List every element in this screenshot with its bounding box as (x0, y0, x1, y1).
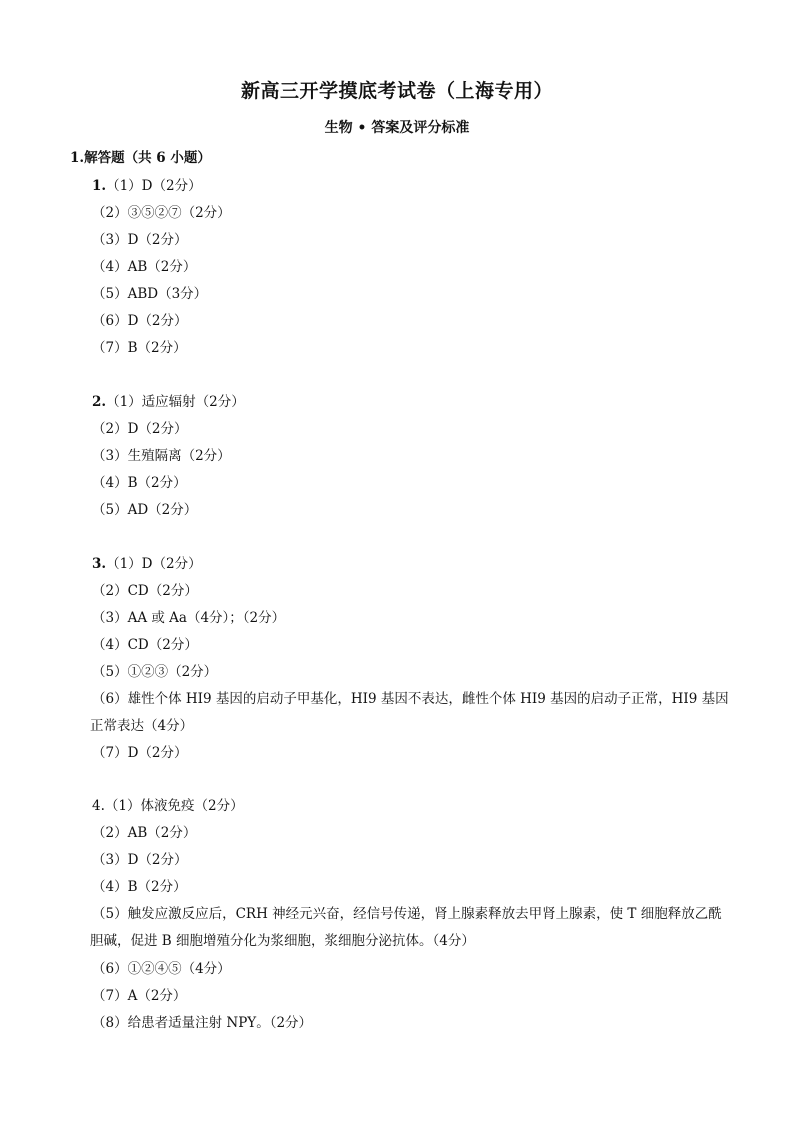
q4-answer-7: （7）A（2分） (92, 988, 187, 1004)
q3-answer-1 (92, 552, 202, 572)
q1-answer-3: （3）D（2分） (92, 232, 188, 248)
q3-answer-5: （5）①②③（2分） (92, 664, 218, 680)
q4-answer-5: （5）触发应激反应后，CRH 神经元兴奋，经信号传递，肾上腺素释放去甲肾上腺素，使 T 细胞释放乙酰 (92, 906, 722, 922)
q2-answer-4: （4）B（2分） (92, 475, 187, 491)
page-subtitle: 生物 • 答案及评分标准 (324, 120, 470, 136)
section-heading: 1.解答题（共 6 小题） (70, 150, 211, 166)
q1-answer-4: （4）AB（2分） (92, 259, 197, 275)
q2-answer-1-text: （1）适应辐射（2分） (106, 394, 245, 410)
q4-answer-3: （3）D（2分） (92, 852, 188, 868)
page-title: 新高三开学摸底考试卷（上海专用） (240, 80, 553, 102)
q2-answer-2: （2）D（2分） (92, 421, 188, 437)
q2-answer-5: （5）AD（2分） (92, 502, 198, 518)
q1-answer-6: （6）D（2分） (92, 313, 188, 329)
q3-answer-2: （2）CD（2分） (92, 583, 198, 599)
q1-answer-2: （2）③⑤②⑦（2分） (92, 205, 231, 221)
q1-number: 1. (92, 178, 107, 194)
q2-answer-1 (92, 390, 245, 410)
q2-answer-3: （3）生殖隔离（2分） (92, 448, 231, 464)
q3-number: 3. (92, 556, 107, 572)
q4-answer-6: （6）①②④⑤（4分） (92, 961, 231, 977)
q4-number: 4. (92, 798, 105, 814)
q1-answer-1 (92, 174, 202, 194)
q4-answer-8: （8）给患者适量注射 NPY。（2分） (92, 1015, 313, 1031)
q1-answer-7: （7）B（2分） (92, 340, 187, 356)
q3-answer-6: （6）雄性个体 HI9 基因的启动子甲基化，HI9 基因不表达，雌性个体 HI9 基因的启动子正常，HI9 基因 (92, 691, 729, 707)
q3-answer-3: （3）AA 或 Aa（4分）；（2分） (92, 610, 286, 626)
q1-answer-1-text: （1）D（2分） (106, 178, 202, 194)
q2-number: 2. (92, 394, 107, 410)
q1-answer-5: （5）ABD（3分） (92, 286, 208, 302)
q3-answer-1-text: （1）D（2分） (106, 556, 202, 572)
q4-answer-5-continued: 胆碱，促进 B 细胞增殖分化为浆细胞，浆细胞分泌抗体。（4分） (90, 933, 475, 949)
q4-answer-2: （2）AB（2分） (92, 825, 197, 841)
q3-answer-7: （7）D（2分） (92, 745, 188, 761)
q4-answer-1-text: （1）体液免疫（2分） (104, 798, 244, 814)
q3-answer-4: （4）CD（2分） (92, 637, 198, 653)
q3-answer-6-continued: 正常表达（4分） (90, 718, 194, 734)
q4-answer-4: （4）B（2分） (92, 879, 187, 895)
q4-answer-1 (92, 794, 244, 814)
